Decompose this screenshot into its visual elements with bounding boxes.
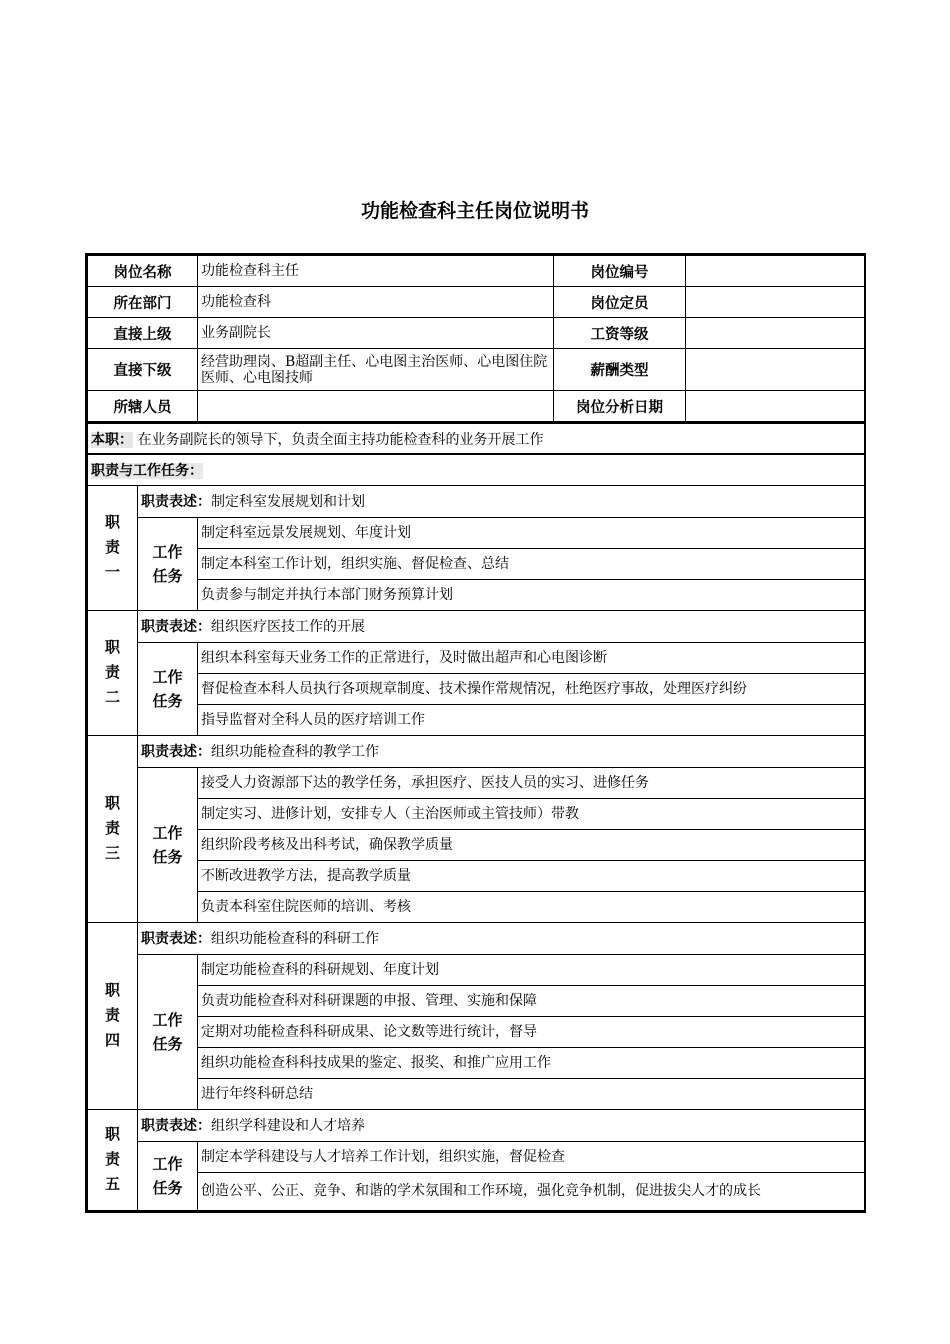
task-row	[88, 985, 865, 1016]
work-task-label	[138, 954, 198, 1109]
duty-statement-row	[88, 922, 865, 954]
subordinate-label: 直接下级	[88, 349, 198, 391]
duty-statement	[138, 735, 865, 767]
info-table	[87, 255, 865, 422]
task-item: 制定本科室工作计划，组织实施、督促检查、总结	[198, 548, 865, 579]
task-row	[88, 579, 865, 610]
task-row	[88, 891, 865, 922]
task-item: 组织功能检查科科技成果的鉴定、报奖、和推广应用工作	[198, 1047, 865, 1078]
grade-label: 工资等级	[554, 318, 686, 349]
work-task-label-line: 工作	[152, 823, 183, 842]
task-row	[88, 798, 865, 829]
duty-statement-row	[88, 485, 865, 517]
date-label: 岗位分析日期	[554, 391, 686, 422]
task-row	[88, 1078, 865, 1109]
work-task-label-line: 任务	[152, 1178, 183, 1197]
duty-number	[88, 485, 138, 610]
work-task-label-line: 任务	[152, 566, 183, 585]
task-item: 督促检查本科人员执行各项规章制度、技术操作常规情况，杜绝医疗事故，处理医疗纠纷	[198, 673, 865, 704]
dept-value: 功能检查科	[198, 287, 554, 318]
duty-number-char: 责	[104, 538, 120, 556]
duty-statement-row	[88, 735, 865, 767]
task-item: 指导监督对全科人员的医疗培训工作	[198, 704, 865, 735]
duty-statement-text: 制定科室发展规划和计划	[211, 494, 365, 510]
duty-number-char: 二	[104, 688, 120, 706]
task-row	[88, 1172, 865, 1210]
duties-body	[88, 485, 865, 1210]
duty-number-char: 三	[104, 844, 120, 862]
duty-number	[88, 922, 138, 1109]
work-task-label-line: 工作	[152, 1010, 183, 1029]
duty-statement-row	[88, 610, 865, 642]
post-no-value	[686, 256, 865, 287]
duty-number	[88, 1109, 138, 1210]
duty-number-char: 职	[104, 513, 120, 531]
dept-label: 所在部门	[88, 287, 198, 318]
task-row	[88, 860, 865, 891]
duty-statement-label: 职责表述：	[141, 1118, 211, 1134]
task-item: 制定本学科建设与人才培养工作计划，组织实施，督促检查	[198, 1141, 865, 1172]
duty-number-char: 职	[104, 794, 120, 812]
task-row	[88, 1141, 865, 1172]
duty-number-char: 责	[104, 1150, 120, 1168]
duty-number-char: 责	[104, 663, 120, 681]
task-item: 负责参与制定并执行本部门财务预算计划	[198, 579, 865, 610]
task-row	[88, 517, 865, 548]
duty-number-char: 四	[104, 1031, 120, 1049]
quota-label: 岗位定员	[554, 287, 686, 318]
work-task-label	[138, 1141, 198, 1210]
work-task-label	[138, 767, 198, 922]
job-description-table	[85, 253, 866, 1213]
duty-number-char: 责	[104, 1006, 120, 1024]
duty-number-char: 责	[104, 819, 120, 837]
duty-statement-text: 组织医疗医技工作的开展	[211, 619, 365, 635]
task-row	[88, 673, 865, 704]
staff-label: 所辖人员	[88, 391, 198, 422]
duty-statement-text: 组织功能检查科的科研工作	[211, 931, 379, 947]
work-task-label-line: 工作	[152, 1154, 183, 1173]
subordinate-value: 经营助理岗、B超副主任、心电图主治医师、心电图住院医师、心电图技师	[198, 349, 554, 391]
work-task-label-line: 任务	[152, 1034, 183, 1053]
task-row	[88, 704, 865, 735]
duties-table	[87, 422, 865, 1211]
duty-statement-label: 职责表述：	[141, 931, 211, 947]
post-name-value: 功能检查科主任	[198, 256, 554, 287]
work-task-label-line: 任务	[152, 691, 183, 710]
work-task-label-line: 工作	[152, 667, 183, 686]
duties-header: 职责与工作任务：	[88, 454, 865, 485]
duty-number-char: 职	[104, 1125, 120, 1143]
task-row	[88, 767, 865, 798]
duty-number-char: 五	[104, 1175, 120, 1193]
duty-statement-text: 组织学科建设和人才培养	[211, 1118, 365, 1134]
basic-duty-row	[88, 423, 865, 454]
task-item: 制定功能检查科的科研规划、年度计划	[198, 954, 865, 985]
duty-number	[88, 610, 138, 735]
staff-value	[198, 391, 554, 422]
task-item: 创造公平、公正、竞争、和谐的学术氛围和工作环境，强化竞争机制，促进拔尖人才的成长	[198, 1172, 865, 1210]
post-name-label: 岗位名称	[88, 256, 198, 287]
task-row	[88, 1016, 865, 1047]
post-no-label: 岗位编号	[554, 256, 686, 287]
work-task-label-line: 任务	[152, 847, 183, 866]
task-row	[88, 954, 865, 985]
duty-statement	[138, 1109, 865, 1141]
grade-value	[686, 318, 865, 349]
duty-statement	[138, 485, 865, 517]
duty-statement-label: 职责表述：	[141, 619, 211, 635]
duty-statement	[138, 610, 865, 642]
duty-number	[88, 735, 138, 922]
document-title: 功能检查科主任岗位说明书	[360, 200, 589, 222]
task-item: 进行年终科研总结	[198, 1078, 865, 1109]
task-row	[88, 1047, 865, 1078]
task-item: 不断改进教学方法，提高教学质量	[198, 860, 865, 891]
duty-statement-label: 职责表述：	[141, 494, 211, 510]
duty-statement-label: 职责表述：	[141, 744, 211, 760]
task-row	[88, 642, 865, 673]
basic-duty-text: 在业务副院长的领导下，负责全面主持功能检查科的业务开展工作	[137, 431, 544, 448]
basic-duty-label: 本职：	[91, 431, 133, 448]
duty-statement	[138, 922, 865, 954]
duty-statement-row	[88, 1109, 865, 1141]
task-item: 定期对功能检查科科研成果、论文数等进行统计，督导	[198, 1016, 865, 1047]
superior-value: 业务副院长	[198, 318, 554, 349]
work-task-label	[138, 642, 198, 735]
salary-label: 薪酬类型	[554, 349, 686, 391]
duty-number-char: 一	[104, 563, 120, 581]
duty-number-char: 职	[104, 981, 120, 999]
task-item: 负责功能检查科对科研课题的申报、管理、实施和保障	[198, 985, 865, 1016]
superior-label: 直接上级	[88, 318, 198, 349]
task-item: 组织阶段考核及出科考试，确保教学质量	[198, 829, 865, 860]
task-item: 制定科室远景发展规划、年度计划	[198, 517, 865, 548]
task-item: 组织本科室每天业务工作的正常进行，及时做出超声和心电图诊断	[198, 642, 865, 673]
task-row	[88, 829, 865, 860]
task-row	[88, 548, 865, 579]
work-task-label	[138, 517, 198, 610]
duty-number-char: 职	[104, 638, 120, 656]
task-item: 接受人力资源部下达的教学任务，承担医疗、医技人员的实习、进修任务	[198, 767, 865, 798]
duty-statement-text: 组织功能检查科的教学工作	[211, 744, 379, 760]
task-item: 负责本科室住院医师的培训、考核	[198, 891, 865, 922]
work-task-label-line: 工作	[152, 542, 183, 561]
task-item: 制定实习、进修计划，安排专人（主治医师或主管技师）带教	[198, 798, 865, 829]
date-value	[686, 391, 865, 422]
salary-value	[686, 349, 865, 391]
quota-value	[686, 287, 865, 318]
